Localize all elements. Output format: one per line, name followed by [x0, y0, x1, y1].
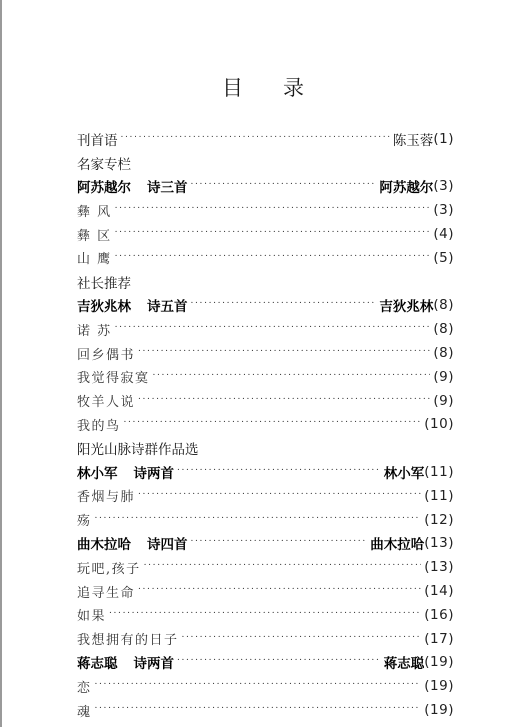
page-number: (14): [424, 583, 454, 600]
toc-entry: [77, 603, 454, 627]
dot-leader: [124, 417, 422, 431]
dot-leader: [177, 465, 381, 479]
page-title: [0, 72, 528, 102]
toc-entry-title: 刊首语: [77, 132, 118, 149]
page-number: (8): [433, 345, 454, 362]
toc-entry-title: 魂: [77, 704, 92, 720]
page-number: (3): [433, 178, 454, 195]
toc-entry: [77, 127, 454, 151]
toc-entry-title: 追寻生命: [77, 585, 136, 601]
dot-leader: [95, 703, 422, 717]
toc-entry: [77, 627, 454, 651]
toc-entry: [77, 460, 454, 484]
toc-poem-count: 诗两首: [133, 466, 174, 483]
toc-section-heading: [77, 151, 454, 175]
toc-entry: [77, 341, 454, 365]
toc-entry-title: 山 鹰: [77, 252, 112, 268]
toc-entry-title: 香烟与肺: [77, 490, 136, 506]
toc-entry-title: 回乡偶书: [77, 347, 136, 363]
toc-entry-author: 蒋志聪: [383, 656, 425, 673]
dot-leader: [95, 679, 422, 693]
table-of-contents: [77, 127, 454, 722]
toc-entry-title: 恋: [77, 680, 92, 696]
page-number: (11): [424, 464, 454, 481]
toc-entry: [77, 222, 454, 246]
toc-entry-author: 阿苏越尔: [379, 180, 434, 197]
toc-entry-title: [77, 533, 188, 553]
page-number: (17): [424, 630, 454, 647]
page-number: (19): [424, 678, 454, 695]
toc-section-heading: [77, 270, 454, 294]
toc-entry-title: [77, 652, 174, 672]
dot-leader: [138, 346, 430, 360]
dot-leader: [121, 132, 390, 146]
toc-poem-count: 诗四首: [147, 537, 188, 554]
toc-entry: [77, 484, 454, 508]
toc-entry-title: [77, 462, 174, 482]
toc-entry-title: 殇: [77, 514, 92, 530]
page-number: (11): [424, 487, 454, 504]
dot-leader: [115, 251, 431, 265]
toc-poem-count: 诗三首: [147, 180, 188, 197]
dot-leader: [95, 513, 422, 527]
dot-leader: [138, 394, 430, 408]
toc-entry: [77, 389, 454, 413]
title-char-right: 录: [283, 76, 306, 100]
page-number: (4): [433, 226, 454, 243]
page-number: (16): [424, 606, 454, 623]
toc-entry: [77, 555, 454, 579]
section-title: 社长推荐: [77, 275, 131, 292]
toc-entry-title: 诺 苏: [77, 323, 112, 339]
toc-entry: [77, 246, 454, 270]
toc-entry: [77, 532, 454, 556]
dot-leader: [138, 489, 421, 503]
toc-entry-title: [77, 295, 188, 315]
toc-entry-title: 彝 区: [77, 228, 112, 244]
toc-entry: [77, 579, 454, 603]
toc-entry-author: 陈玉蓉: [392, 132, 434, 149]
toc-entry: [77, 198, 454, 222]
page-number: (3): [433, 202, 454, 219]
toc-entry: [77, 413, 454, 437]
dot-leader: [177, 655, 381, 669]
toc-entry-title: 我的鸟: [77, 418, 121, 434]
toc-entry: [77, 365, 454, 389]
toc-author-name: 蒋志聪: [77, 656, 118, 673]
dot-leader: [191, 179, 377, 193]
page-number: (1): [433, 130, 454, 147]
toc-entry-title: 如果: [77, 609, 107, 625]
toc-section-heading: [77, 436, 454, 460]
toc-entry: [77, 294, 454, 318]
toc-entry: [77, 175, 454, 199]
dot-leader: [115, 203, 431, 217]
toc-author-name: 林小军: [77, 466, 118, 483]
toc-entry: [77, 508, 454, 532]
dot-leader: [115, 322, 431, 336]
page-number: (8): [433, 321, 454, 338]
page-number: (8): [433, 297, 454, 314]
dot-leader: [138, 584, 421, 598]
toc-entry-title: [77, 176, 188, 196]
toc-poem-count: 诗五首: [147, 299, 188, 316]
dot-leader: [182, 632, 422, 646]
toc-entry-title: 玩吧,孩子: [77, 561, 141, 577]
page-number: (13): [424, 559, 454, 576]
toc-author-name: 吉狄兆林: [77, 299, 131, 316]
page-number: (19): [424, 654, 454, 671]
toc-author-name: 曲木拉哈: [77, 537, 131, 554]
dot-leader: [153, 370, 431, 384]
dot-leader: [144, 560, 422, 574]
toc-entry: [77, 698, 454, 722]
toc-entry-title: 牧羊人说: [77, 395, 136, 411]
page-number: (19): [424, 702, 454, 719]
toc-entry-title: 彝 风: [77, 204, 112, 220]
toc-entry: [77, 317, 454, 341]
toc-entry-author: 吉狄兆林: [379, 299, 434, 316]
page-edge: [0, 0, 2, 727]
dot-leader: [191, 298, 377, 312]
toc-entry-title: 我想拥有的日子: [77, 633, 179, 649]
title-char-left: 目: [222, 76, 245, 100]
page-number: (9): [433, 368, 454, 385]
section-title: 名家专栏: [77, 156, 131, 173]
toc-entry-title: 我觉得寂寞: [77, 371, 150, 387]
dot-leader: [109, 608, 421, 622]
toc-entry: [77, 651, 454, 675]
page-number: (12): [424, 511, 454, 528]
toc-poem-count: 诗两首: [133, 656, 174, 673]
section-title: 阳光山脉诗群作品选: [77, 442, 199, 459]
toc-author-name: 阿苏越尔: [77, 180, 131, 197]
dot-leader: [115, 227, 431, 241]
toc-entry-author: 林小军: [383, 466, 425, 483]
toc-entry-author: 曲木拉哈: [370, 537, 425, 554]
toc-entry: [77, 674, 454, 698]
dot-leader: [191, 536, 368, 550]
page-number: (9): [433, 392, 454, 409]
page-number: (5): [433, 249, 454, 266]
page-number: (13): [424, 535, 454, 552]
page-number: (10): [424, 416, 454, 433]
